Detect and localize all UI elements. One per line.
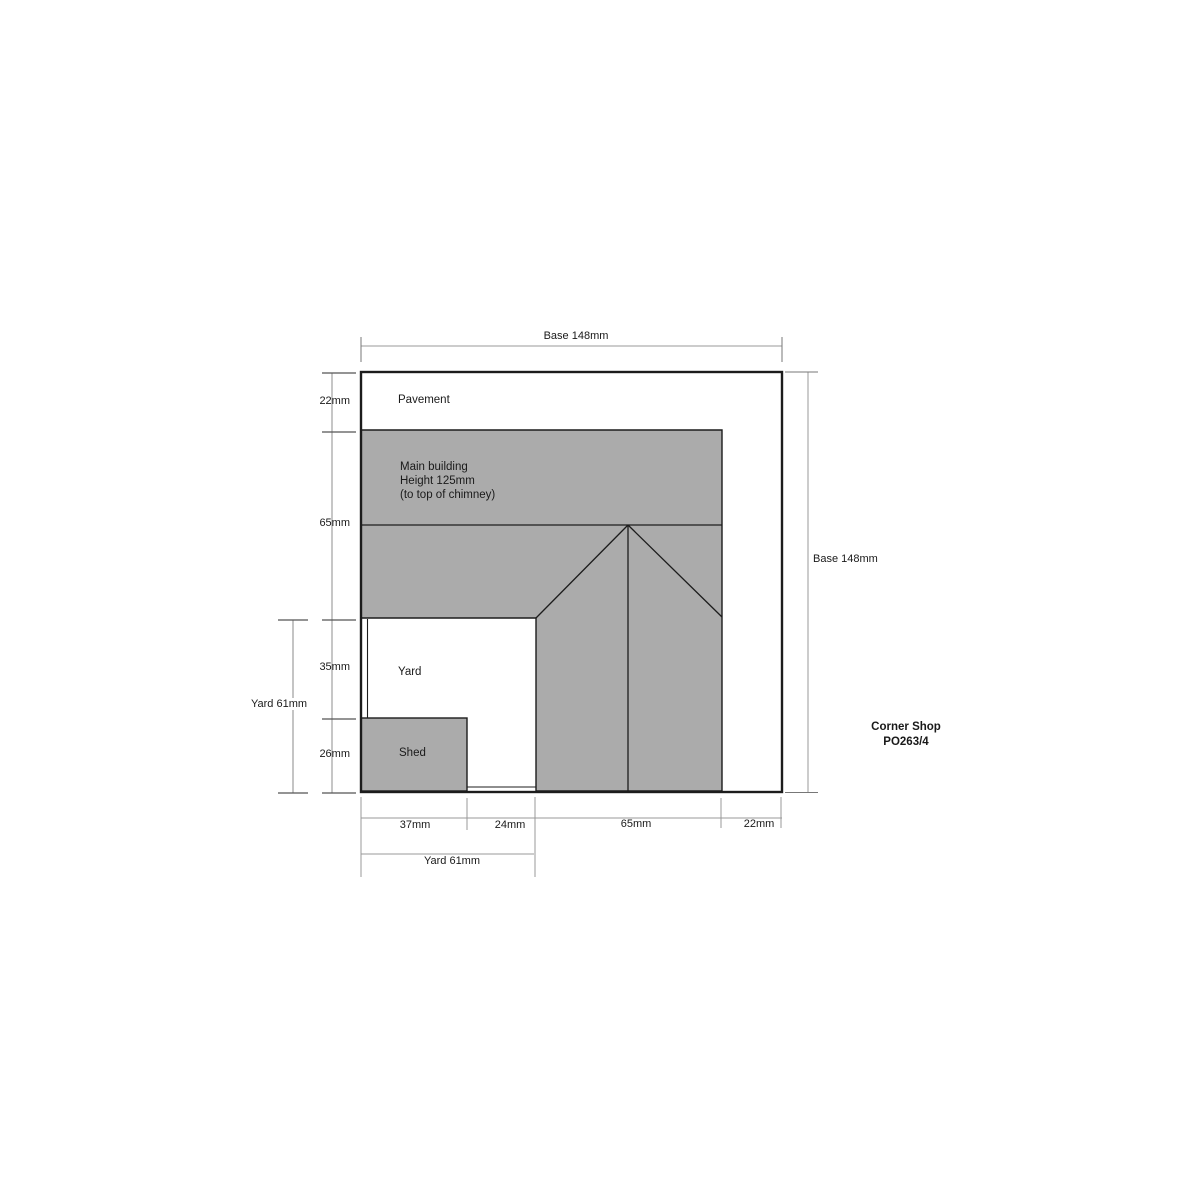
yard-total-width-dimension-label: Yard 61mm [423, 855, 481, 867]
yard-opening-width-dimension-label: 24mm [494, 819, 526, 831]
yard-area-label: Yard [398, 666, 422, 678]
right-dimension-graphics [785, 372, 818, 793]
building-width-dimension-label: 65mm [620, 818, 652, 830]
pavement-depth-dimension-label: 22mm [319, 395, 350, 407]
shed-width-dimension-label: 37mm [399, 819, 431, 831]
title-block [871, 720, 941, 750]
building-depth-dimension-label: 65mm [319, 517, 350, 529]
base-width-dimension-label: Base 148mm [543, 330, 609, 342]
main-building-label-line2: Height 125mm [400, 475, 475, 487]
main-building-area-label [400, 460, 495, 502]
product-name: Corner Shop [871, 721, 941, 733]
shed-depth-dimension-label: 26mm [319, 748, 350, 760]
shed-area-label: Shed [399, 747, 426, 759]
yard-total-depth-dimension-label: Yard 61mm [251, 698, 308, 710]
pavement-area-label: Pavement [398, 394, 450, 406]
main-building-label-line3: (to top of chimney) [400, 489, 496, 501]
base-height-dimension-label: Base 148mm [813, 553, 878, 565]
left-inner-dimension-graphics [322, 373, 356, 793]
product-code: PO263/4 [883, 736, 929, 748]
yard-upper-depth-dimension-label: 35mm [319, 661, 350, 673]
main-building-label-line1: Main building [400, 461, 468, 473]
pavement-width-dimension-label: 22mm [743, 818, 775, 830]
